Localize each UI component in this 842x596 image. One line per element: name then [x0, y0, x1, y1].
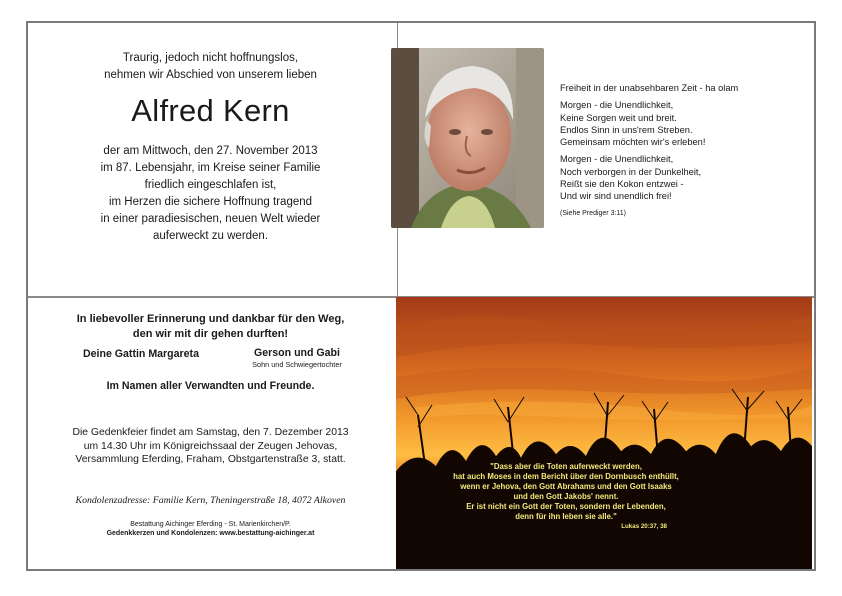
notice-line: im Herzen die sichere Hoffnung tragend — [108, 196, 313, 208]
death-notice — [26, 143, 395, 245]
quote-line: wenn er Jehova, den Gott Abrahams und den Gott Isaaks — [460, 482, 672, 491]
quote-line: "Dass aber die Toten auferweckt werden, — [490, 462, 642, 471]
son-block — [222, 347, 372, 369]
notice-line: im 87. Lebensjahr, im Kreise seiner Familie — [100, 162, 321, 174]
poem — [560, 82, 785, 225]
son-relation: Sohn und Schwiegertochter — [252, 360, 342, 369]
memory-text — [26, 312, 395, 342]
notice-line: auferweckt zu werden. — [152, 230, 269, 242]
quote-line: Er ist nicht ein Gott der Toten, sondern der Lebenden, — [466, 502, 666, 511]
poem-title: Freiheit in der unabsehbaren Zeit - ha olam — [560, 83, 739, 93]
quote-line: hat auch Moses in dem Bericht über den Dornbusch enthüllt, — [453, 472, 679, 481]
condolence-address: Kondolenzadresse: Familie Kern, Theningerstraße 18, 4072 Alkoven — [75, 495, 346, 506]
funeral-home-website: Gedenkkerzen und Kondolenzen: www.bestattung-aichinger.at — [106, 529, 315, 537]
deceased-name: Alfred Kern — [131, 93, 290, 128]
memory-line: In liebevoller Erinnerung und dankbar für den Weg, — [76, 313, 345, 325]
notice-line: friedlich eingeschlafen ist, — [144, 179, 277, 191]
poem-reference: (Siehe Prediger 3:11) — [560, 209, 627, 217]
ceremony-info — [26, 426, 395, 467]
funeral-home-line: Bestattung Aichinger Eferding - St. Marienkirchen/P. — [130, 521, 291, 528]
poem-stanza-2: Morgen - die Unendlichkeit, Noch verborgen in der Dunkelheit, Reißt sie den Kokon entzwei - Und wir sind unendlich frei! — [560, 154, 702, 202]
ceremony-line: um 14.30 Uhr im Königreichssaal der Zeugen Jehovas, — [83, 440, 338, 452]
quote-line: und den Gott Jakobs' nennt. — [513, 492, 619, 501]
notice-line: in einer paradiesischen, neuen Welt wieder — [100, 213, 321, 225]
wife-name: Deine Gattin Margareta — [83, 348, 199, 360]
ceremony-line: Versammlung Eferding, Fraham, Obstgartenstraße 3, statt. — [75, 454, 346, 465]
son-name: Gerson und Gabi — [254, 347, 340, 359]
memory-line: den wir mit dir gehen durften! — [132, 328, 289, 340]
poem-stanza-1: Morgen - die Unendlichkeit, Keine Sorgen weit und breit. Endlos Sinn in uns'rem Streben. Gemeinsam möchten wir's erleben! — [560, 100, 706, 148]
portrait-photo — [391, 48, 544, 228]
relatives-line: Im Namen aller Verwandten und Freunde. — [106, 380, 315, 392]
intro-line: nehmen wir Abschied von unserem lieben — [104, 69, 317, 81]
intro-text — [26, 50, 395, 84]
funeral-home — [26, 521, 395, 539]
intro-line: Traurig, jedoch nicht hoffnungslos, — [122, 52, 299, 64]
quote-line: denn für ihn leben sie alle." — [515, 512, 617, 521]
bible-quote — [380, 462, 752, 532]
ceremony-line: Die Gedenkfeier findet am Samstag, den 7. Dezember 2013 — [72, 427, 349, 438]
quote-citation: Lukas 20:37, 38 — [621, 523, 667, 530]
notice-line: der am Mittwoch, den 27. November 2013 — [103, 145, 318, 157]
